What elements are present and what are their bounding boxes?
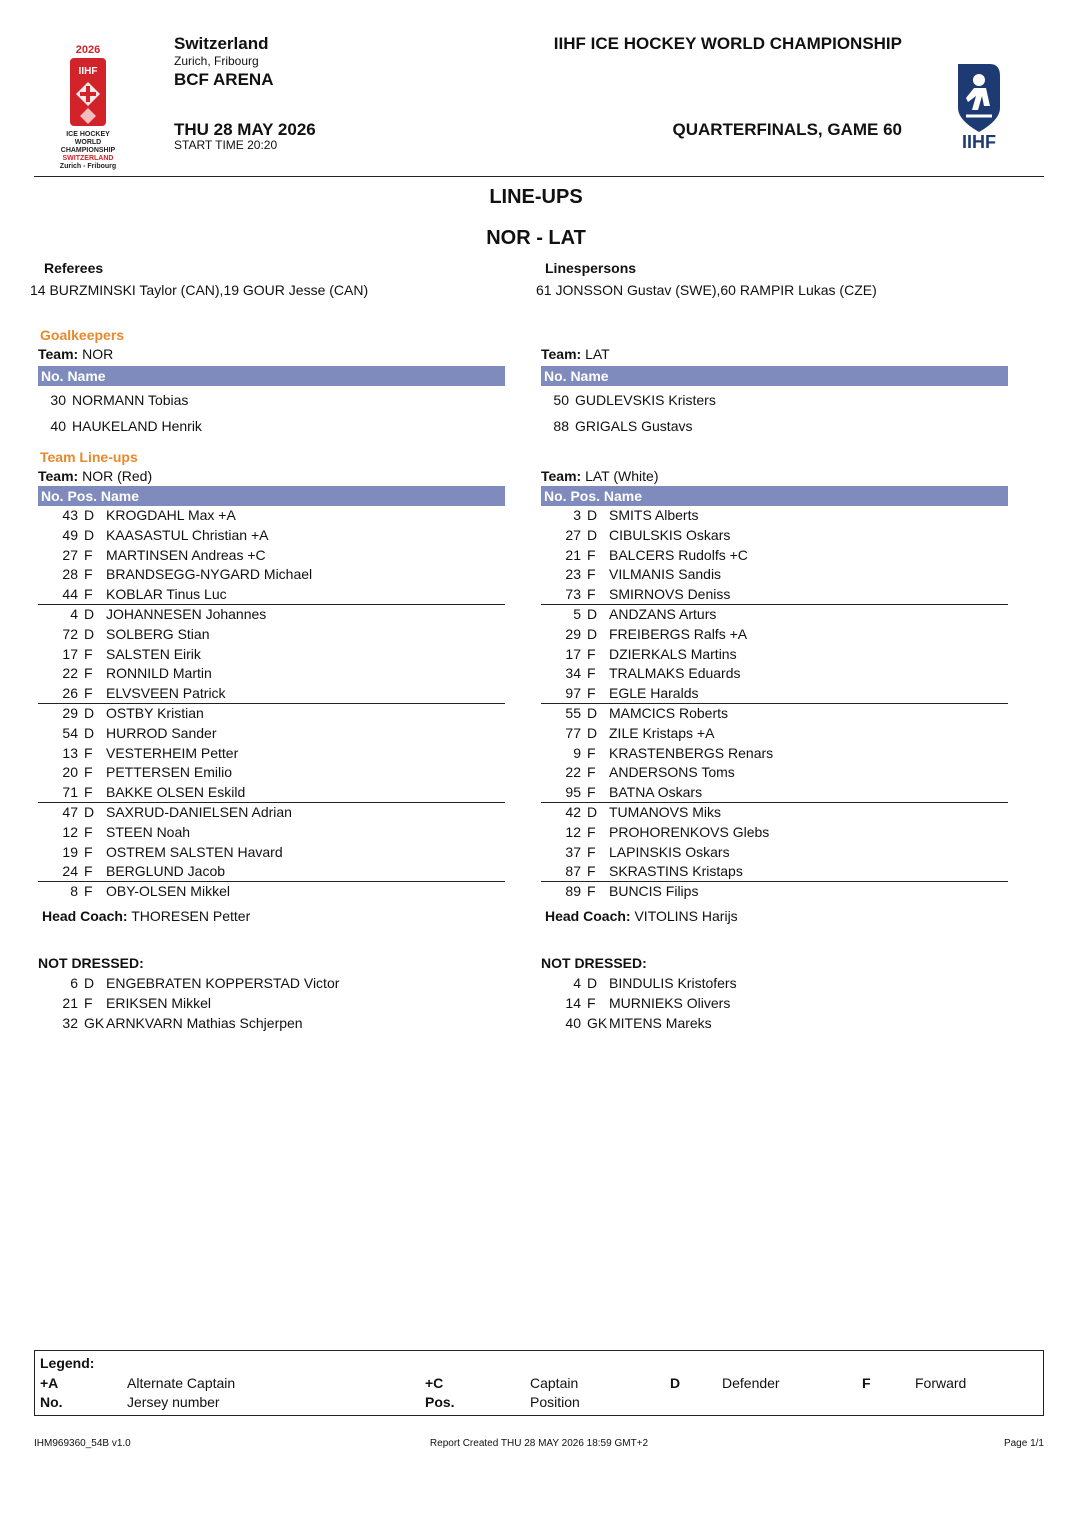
table-row — [38, 390, 505, 416]
table-row — [38, 882, 505, 902]
position: F — [587, 843, 596, 860]
position: D — [587, 507, 598, 523]
table-row — [541, 526, 1008, 546]
player-name: BAKKE OLSEN Eskild — [106, 784, 246, 801]
jersey-number: 6 — [70, 975, 78, 991]
table-row — [541, 625, 1008, 645]
iihf-logo-text: IIHF — [962, 132, 996, 152]
position: D — [587, 803, 598, 820]
player-name: HAUKELAND Henrik — [72, 418, 202, 434]
event-logo-emblem — [70, 58, 106, 126]
player-name: BATNA Oskars — [609, 784, 703, 801]
table-row — [541, 994, 1008, 1014]
coach-label: Head Coach: — [42, 907, 128, 924]
player-name: ELVSVEEN Patrick — [106, 685, 226, 702]
table-row — [541, 974, 1008, 994]
away-lineup-team: LAT (White) — [585, 468, 659, 484]
player-name: ENGEBRATEN KOPPERSTAD Victor — [106, 975, 340, 991]
event-logo — [56, 44, 120, 171]
away-gk-team: LAT — [585, 346, 610, 362]
jersey-number: 55 — [565, 704, 581, 721]
jersey-number: 73 — [565, 586, 581, 603]
player-name: OSTREM SALSTEN Havard — [106, 843, 283, 860]
jersey-number: 24 — [62, 863, 78, 880]
table-row — [38, 506, 505, 526]
position: F — [587, 994, 596, 1011]
player-name: PETTERSEN Emilio — [106, 764, 233, 781]
home-gk-table-header: No. Name — [38, 366, 505, 386]
legend-value: Alternate Captain — [127, 1375, 236, 1391]
iihf-logo-icon — [944, 62, 1014, 152]
jersey-number: 21 — [62, 994, 78, 1011]
legend-key: No. — [40, 1394, 63, 1410]
position: F — [587, 546, 596, 563]
jersey-number: 23 — [565, 566, 581, 583]
lineups-section-title: Team Line-ups — [40, 449, 138, 465]
position: GK — [587, 1014, 608, 1031]
jersey-number: 87 — [565, 863, 581, 880]
legend-value: Position — [530, 1394, 580, 1410]
position: D — [587, 605, 598, 622]
player-name: SAXRUD-DANIELSEN Adrian — [106, 803, 292, 820]
referees-list: 14 BURZMINSKI Taylor (CAN),19 GOUR Jesse (CAN) — [30, 282, 369, 298]
jersey-number: 4 — [573, 975, 581, 991]
player-name: BERGLUND Jacob — [106, 863, 226, 880]
jersey-number: 40 — [50, 418, 66, 434]
home-goalkeepers — [38, 346, 505, 442]
player-name: MITENS Mareks — [609, 1014, 712, 1031]
jersey-number: 32 — [62, 1014, 78, 1031]
player-name: SOLBERG Stian — [106, 625, 210, 642]
position: F — [587, 645, 596, 662]
position: F — [84, 566, 93, 583]
away-lineup-table-header: No. Pos. Name — [541, 486, 1008, 506]
player-name: KOBLAR Tinus Luc — [106, 586, 227, 603]
position: F — [84, 823, 93, 840]
jersey-number: 12 — [62, 823, 78, 840]
jersey-number: 49 — [62, 526, 78, 543]
jersey-number: 47 — [62, 803, 78, 820]
away-lineup — [541, 468, 1008, 924]
position: F — [587, 566, 596, 583]
table-row — [541, 783, 1008, 803]
away-not-dressed-list — [541, 974, 1008, 1033]
home-lineup — [38, 468, 505, 924]
position: F — [587, 883, 596, 900]
table-row — [38, 546, 505, 566]
away-gk-team-label — [541, 346, 1008, 366]
away-gk-table-header: No. Name — [541, 366, 1008, 386]
player-name: ERIKSEN Mikkel — [106, 994, 212, 1011]
header-divider — [34, 176, 1044, 177]
table-row — [541, 803, 1008, 823]
away-head-coach — [541, 908, 1008, 924]
position: GK — [84, 1014, 105, 1031]
event-logo-badge: IIHF — [78, 66, 98, 77]
legend-value: Jersey number — [127, 1394, 220, 1410]
championship-title: IIHF ICE HOCKEY WORLD CHAMPIONSHIP — [553, 34, 902, 53]
team-label-prefix: Team: — [541, 346, 582, 362]
event-logo-line1: ICE HOCKEY — [66, 131, 110, 138]
table-row — [38, 724, 505, 744]
position: D — [84, 704, 95, 721]
table-row — [38, 783, 505, 803]
legend-key: +A — [40, 1375, 59, 1391]
player-name: MARTINSEN Andreas +C — [106, 546, 266, 563]
event-logo-line3: CHAMPIONSHIP — [60, 147, 116, 154]
home-head-coach — [38, 908, 505, 924]
away-players-list — [541, 506, 1008, 902]
venue-country: Switzerland — [174, 34, 269, 53]
away-goalkeepers — [541, 346, 1008, 442]
game-date: THU 28 MAY 2026 — [174, 120, 316, 139]
jersey-number: 27 — [565, 526, 581, 543]
table-row — [38, 625, 505, 645]
table-row — [541, 882, 1008, 902]
position: D — [84, 507, 95, 523]
player-name: BINDULIS Kristofers — [609, 975, 737, 991]
legend-value: Defender — [722, 1375, 780, 1391]
player-name: DZIERKALS Martins — [609, 645, 737, 662]
position: F — [84, 645, 93, 662]
jersey-number: 12 — [565, 823, 581, 840]
legend-title: Legend: — [40, 1355, 95, 1371]
player-name: MURNIEKS Olivers — [609, 994, 731, 1011]
jersey-number: 29 — [565, 625, 581, 642]
table-row — [541, 506, 1008, 526]
position: D — [84, 724, 95, 741]
table-row — [541, 605, 1008, 625]
jersey-number: 95 — [565, 784, 581, 801]
jersey-number: 20 — [62, 764, 78, 781]
event-logo-line4: SWITZERLAND — [62, 155, 114, 162]
jersey-number: 34 — [565, 665, 581, 682]
position: F — [84, 863, 93, 880]
jersey-number: 4 — [70, 605, 78, 622]
position: F — [84, 546, 93, 563]
position: F — [587, 744, 596, 761]
table-row — [541, 823, 1008, 843]
page-number: Page 1/1 — [1003, 1438, 1044, 1449]
jersey-number: 8 — [70, 883, 78, 900]
coach-name: VITOLINS Harijs — [634, 907, 738, 924]
venue-arena: BCF ARENA — [174, 70, 274, 89]
event-logo-line2: WORLD — [74, 139, 102, 146]
table-row — [38, 585, 505, 605]
start-time: START TIME 20:20 — [174, 138, 278, 152]
player-name: BRANDSEGG-NYGARD Michael — [106, 566, 313, 583]
jersey-number: 22 — [62, 665, 78, 682]
table-row — [541, 704, 1008, 724]
jersey-number: 89 — [565, 883, 581, 900]
table-row — [38, 974, 505, 994]
jersey-number: 3 — [573, 507, 581, 523]
position: D — [587, 724, 598, 741]
position: F — [84, 665, 93, 682]
player-name: SMIRNOVS Deniss — [609, 586, 731, 603]
away-not-dressed — [541, 955, 1008, 1033]
position: F — [587, 586, 596, 603]
legend-key: D — [670, 1375, 681, 1391]
home-not-dressed — [38, 955, 505, 1033]
jersey-number: 43 — [62, 507, 78, 523]
position: F — [84, 586, 93, 603]
table-row — [541, 585, 1008, 605]
not-dressed-label: NOT DRESSED: — [38, 955, 144, 971]
position: D — [587, 625, 598, 642]
jersey-number: 54 — [62, 724, 78, 741]
position: F — [84, 764, 93, 781]
coach-label: Head Coach: — [545, 907, 631, 924]
event-logo-year: 2026 — [75, 44, 101, 56]
team-label-prefix: Team: — [38, 346, 79, 362]
referees-label: Referees — [44, 260, 104, 276]
player-name: OBY-OLSEN Mikkel — [106, 883, 230, 900]
position: F — [587, 823, 596, 840]
home-not-dressed-list — [38, 974, 505, 1033]
event-logo-line5: Zurich - Fribourg — [59, 163, 117, 170]
player-name: ARNKVARN Mathias Schjerpen — [106, 1014, 303, 1031]
player-name: HURROD Sander — [106, 724, 217, 741]
position: D — [587, 704, 598, 721]
legend-key: Pos. — [425, 1394, 455, 1410]
jersey-number: 44 — [62, 586, 78, 603]
game-stage: QUARTERFINALS, GAME 60 — [672, 120, 902, 139]
player-name: LAPINSKIS Oskars — [609, 843, 730, 860]
player-name: GUDLEVSKIS Kristers — [575, 392, 716, 408]
table-row — [38, 565, 505, 585]
table-row — [38, 843, 505, 863]
jersey-number: 27 — [62, 546, 78, 563]
table-row — [541, 390, 1008, 416]
position: D — [587, 526, 598, 543]
linespersons-list: 61 JONSSON Gustav (SWE),60 RAMPIR Lukas (CZE) — [536, 282, 877, 298]
table-row — [38, 416, 505, 442]
page-title: LINE-UPS — [489, 186, 583, 208]
player-name: OSTBY Kristian — [106, 704, 204, 721]
player-name: STEEN Noah — [106, 823, 191, 840]
not-dressed-label: NOT DRESSED: — [541, 955, 647, 971]
player-name: NORMANN Tobias — [72, 392, 189, 408]
table-row — [38, 664, 505, 684]
table-row — [38, 763, 505, 783]
position: F — [84, 883, 93, 900]
jersey-number: 42 — [565, 803, 581, 820]
jersey-number: 97 — [565, 685, 581, 702]
table-row — [38, 605, 505, 625]
player-name: BUNCIS Filips — [609, 883, 699, 900]
player-name: FREIBERGS Ralfs +A — [609, 625, 748, 642]
jersey-number: 29 — [62, 704, 78, 721]
jersey-number: 30 — [50, 392, 66, 408]
player-name: BALCERS Rudolfs +C — [609, 546, 748, 563]
position: F — [84, 843, 93, 860]
table-row — [38, 823, 505, 843]
table-row — [541, 763, 1008, 783]
player-name: KROGDAHL Max +A — [106, 507, 236, 523]
table-row — [541, 744, 1008, 764]
player-name: VESTERHEIM Petter — [106, 744, 239, 761]
home-players-list — [38, 506, 505, 902]
table-row — [38, 744, 505, 764]
player-name: JOHANNESEN Johannes — [106, 605, 267, 622]
document-id: IHM969360_54B v1.0 — [34, 1438, 131, 1449]
home-lineup-team: NOR (Red) — [82, 468, 153, 484]
iihf-logo — [944, 62, 1014, 155]
goalkeepers-section-title: Goalkeepers — [40, 327, 125, 343]
home-lineup-table-header: No. Pos. Name — [38, 486, 505, 506]
venue-cities: Zurich, Fribourg — [174, 54, 259, 68]
position: F — [587, 863, 596, 880]
player-name: ANDZANS Arturs — [609, 605, 717, 622]
table-row — [38, 862, 505, 882]
legend-value: Captain — [530, 1375, 579, 1391]
jersey-number: 71 — [62, 784, 78, 801]
coach-name: THORESEN Petter — [131, 907, 251, 924]
player-name: MAMCICS Roberts — [609, 704, 729, 721]
jersey-number: 72 — [62, 625, 78, 642]
table-row — [38, 704, 505, 724]
player-name: RONNILD Martin — [106, 665, 212, 682]
table-row — [38, 526, 505, 546]
jersey-number: 50 — [553, 392, 569, 408]
table-row — [541, 684, 1008, 704]
linespersons-label: Linespersons — [545, 260, 637, 276]
table-row — [541, 724, 1008, 744]
table-row — [38, 1014, 505, 1034]
legend-key: +C — [425, 1375, 444, 1391]
report-created: Report Created THU 28 MAY 2026 18:59 GMT+2 — [429, 1438, 649, 1449]
player-name: KRASTENBERGS Renars — [609, 744, 774, 761]
position: F — [587, 764, 596, 781]
table-row — [38, 684, 505, 704]
team-label-prefix: Team: — [541, 468, 582, 484]
home-lineup-team-label — [38, 468, 505, 486]
player-name: KAASASTUL Christian +A — [106, 526, 269, 543]
position: F — [84, 744, 93, 761]
position: F — [84, 685, 93, 702]
jersey-number: 77 — [565, 724, 581, 741]
position: D — [587, 975, 598, 991]
legend-key: F — [862, 1375, 871, 1391]
player-name: ANDERSONS Toms — [609, 764, 735, 781]
position: F — [587, 784, 596, 801]
table-row — [541, 664, 1008, 684]
position: D — [84, 975, 95, 991]
jersey-number: 14 — [565, 994, 581, 1011]
table-row — [541, 565, 1008, 585]
position: D — [84, 605, 95, 622]
table-row — [38, 994, 505, 1014]
position: F — [84, 994, 93, 1011]
legend-box — [34, 1350, 1044, 1416]
player-name: SALSTEN Eirik — [106, 645, 201, 662]
table-row — [541, 645, 1008, 665]
player-name: TUMANOVS Miks — [609, 803, 721, 820]
player-name: SKRASTINS Kristaps — [609, 863, 743, 880]
table-row — [38, 803, 505, 823]
table-row — [541, 843, 1008, 863]
home-gk-team-label — [38, 346, 505, 366]
jersey-number: 21 — [565, 546, 581, 563]
player-name: TRALMAKS Eduards — [609, 665, 741, 682]
table-row — [541, 546, 1008, 566]
jersey-number: 26 — [62, 685, 78, 702]
matchup-title: NOR - LAT — [486, 227, 586, 249]
home-gk-team: NOR — [82, 346, 114, 362]
jersey-number: 5 — [573, 605, 581, 622]
legend-value: Forward — [915, 1375, 967, 1391]
player-name: SMITS Alberts — [609, 507, 699, 523]
jersey-number: 22 — [565, 764, 581, 781]
player-name: GRIGALS Gustavs — [575, 418, 693, 434]
player-name: ZILE Kristaps +A — [609, 724, 715, 741]
jersey-number: 13 — [62, 744, 78, 761]
table-row — [38, 645, 505, 665]
jersey-number: 40 — [565, 1014, 581, 1031]
position: D — [84, 625, 95, 642]
jersey-number: 17 — [565, 645, 581, 662]
table-row — [541, 416, 1008, 442]
table-row — [541, 1014, 1008, 1034]
player-name: EGLE Haralds — [609, 685, 699, 702]
position: D — [84, 526, 95, 543]
position: F — [84, 784, 93, 801]
position: D — [84, 803, 95, 820]
position: F — [587, 685, 596, 702]
table-row — [541, 862, 1008, 882]
player-name: PROHORENKOVS Glebs — [609, 823, 770, 840]
player-name: VILMANIS Sandis — [609, 566, 722, 583]
position: F — [587, 665, 596, 682]
jersey-number: 37 — [565, 843, 581, 860]
jersey-number: 19 — [62, 843, 78, 860]
away-lineup-team-label — [541, 468, 1008, 486]
jersey-number: 17 — [62, 645, 78, 662]
jersey-number: 9 — [573, 744, 581, 761]
jersey-number: 28 — [62, 566, 78, 583]
player-name: CIBULSKIS Oskars — [609, 526, 731, 543]
team-label-prefix: Team: — [38, 468, 79, 484]
jersey-number: 88 — [553, 418, 569, 434]
